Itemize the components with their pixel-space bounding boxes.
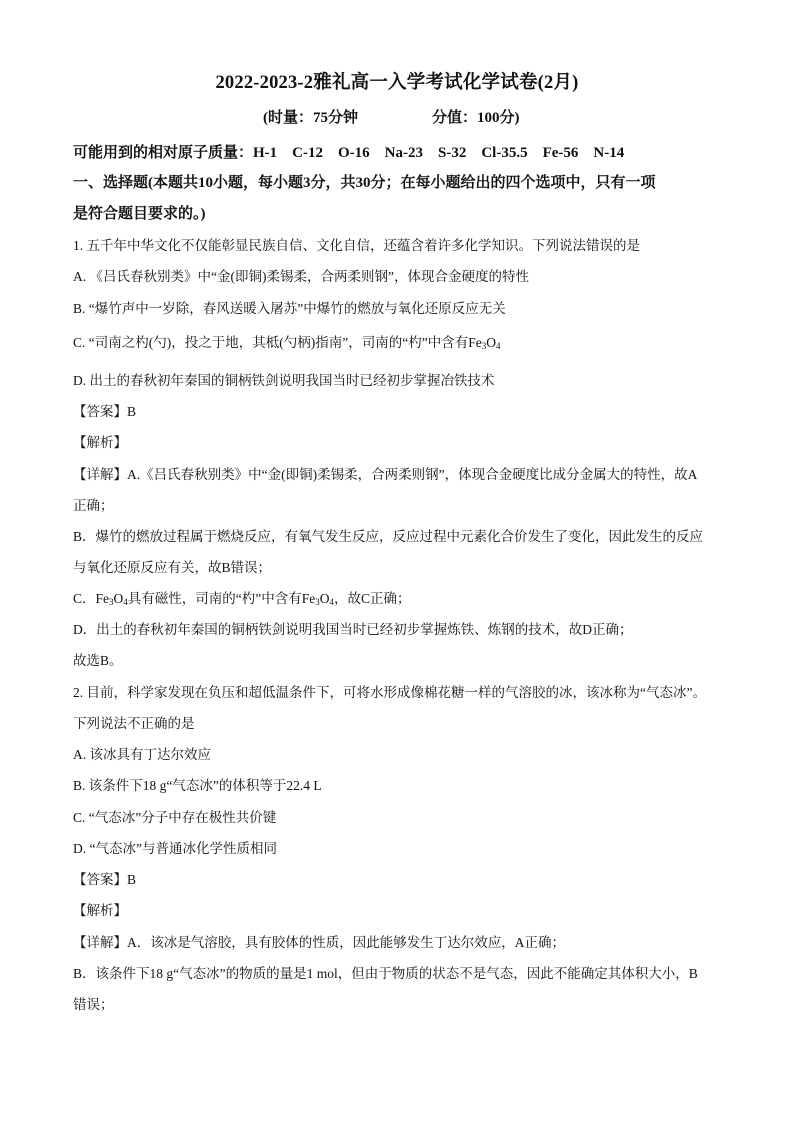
q1-option-d: D. 出土的春秋初年秦国的铜柄铁剑说明我国当时已经初步掌握冶铁技术 bbox=[73, 373, 495, 388]
section-header-line1: 一、选择题(本题共10小题，每小题3分，共30分；在每小题给出的四个选项中，只有一项 bbox=[73, 175, 656, 191]
q1-detail-b-line1: B．爆竹的燃放过程属于燃烧反应，有氧气发生反应，反应过程中元素化合价发生了变化，因此发生的反应 bbox=[73, 529, 704, 544]
q2-stem-line2: 下列说法不正确的是 bbox=[73, 716, 195, 731]
q1-detail-c-part3: 具有磁性，司南的“杓”中含有Fe bbox=[127, 591, 316, 606]
q1-option-c bbox=[73, 331, 733, 351]
q1-analysis-label: 【解析】 bbox=[73, 435, 127, 450]
q1-detail-c-sub4a: 4 bbox=[123, 597, 128, 607]
q2-detail-a: 【详解】A．该冰是气溶胶，具有胶体的性质，因此能够发生丁达尔效应，A正确； bbox=[73, 935, 565, 950]
exam-time: (时量：75分钟 bbox=[263, 110, 358, 126]
q2-option-d: D. “气态冰”与普通冰化学性质相同 bbox=[73, 841, 277, 856]
q2-stem-line1: 2. 目前，科学家发现在负压和超低温条件下，可将水形成像棉花糖一样的气溶胶的冰，该冰称为“气态冰”。 bbox=[73, 685, 706, 700]
q1-option-a: A. 《吕氏春秋别类》中“金(即铜)柔锡柔，合两柔则钢”，体现合金硬度的特性 bbox=[73, 269, 529, 284]
q1-detail-a-line1: 【详解】A.《吕氏春秋别类》中“金(即铜)柔锡柔，合两柔则钢”，体现合金硬度比成分金属大的特性，故A bbox=[73, 467, 698, 482]
q1-answer: 【答案】B bbox=[73, 404, 137, 419]
q1-stem: 1. 五千年中华文化不仅能彰显民族自信、文化自信，还蕴含着许多化学知识。下列说法错误的是 bbox=[73, 238, 640, 253]
q2-option-a: A. 该冰具有丁达尔效应 bbox=[73, 747, 211, 762]
q1-detail-b-line2: 与氧化还原反应有关，故B错误； bbox=[73, 560, 272, 575]
q1-detail-d: D．出土的春秋初年秦国的铜柄铁剑说明我国当时已经初步掌握炼铁、炼钢的技术，故D正确； bbox=[73, 622, 633, 637]
q1-detail-c-part4: O bbox=[319, 591, 330, 606]
q1-formula-sub4: 4 bbox=[495, 341, 501, 351]
q1-detail-c-sub3a: 3 bbox=[109, 597, 114, 607]
q1-detail-c-part5: ，故C正确； bbox=[334, 591, 411, 606]
q2-analysis-label: 【解析】 bbox=[73, 903, 127, 918]
q2-detail-b-line1: B．该条件下18 g“气态冰”的物质的量是1 mol，但由于物质的状态不是气态，因此不能确定其体积大小，B bbox=[73, 966, 698, 981]
q1-formula-sub3: 3 bbox=[481, 341, 487, 351]
q1-detail-c bbox=[73, 587, 733, 607]
q2-detail-b-line2: 错误； bbox=[73, 997, 114, 1012]
q2-answer: 【答案】B bbox=[73, 872, 137, 887]
q1-detail-c-part2: O bbox=[113, 591, 124, 606]
q2-option-b: B. 该条件下18 g“气态冰”的体积等于22.4 L bbox=[73, 778, 322, 793]
q1-formula-fe: Fe bbox=[468, 335, 482, 350]
q1-option-c-text: C. “司南之杓(勺)，投之于地，其柢(勺柄)指南”，司南的“杓”中含有 bbox=[73, 335, 469, 350]
q1-conclusion: 故选B。 bbox=[73, 653, 123, 668]
q1-option-b: B. “爆竹声中一岁除，春风送暖入屠苏”中爆竹的燃放与氧化还原反应无关 bbox=[73, 301, 506, 316]
q1-detail-a-line2: 正确； bbox=[73, 498, 114, 513]
q2-option-c: C. “气态冰”分子中存在极性共价键 bbox=[73, 810, 277, 825]
exam-title: 2022-2023-2雅礼高一入学考试化学试卷(2月) bbox=[215, 73, 579, 93]
q1-detail-c-sub4b: 4 bbox=[329, 597, 334, 607]
q1-detail-c-sub3b: 3 bbox=[315, 597, 320, 607]
q1-detail-c-part1: C．Fe bbox=[73, 591, 110, 606]
atomic-masses: 可能用到的相对原子质量：H-1 C-12 O-16 Na-23 S-32 Cl-35.5 Fe-56 N-14 bbox=[73, 145, 625, 161]
exam-score: 分值：100分) bbox=[432, 110, 520, 126]
section-header-line2: 是符合题目要求的。) bbox=[73, 206, 206, 222]
q1-formula-o: O bbox=[486, 335, 496, 350]
